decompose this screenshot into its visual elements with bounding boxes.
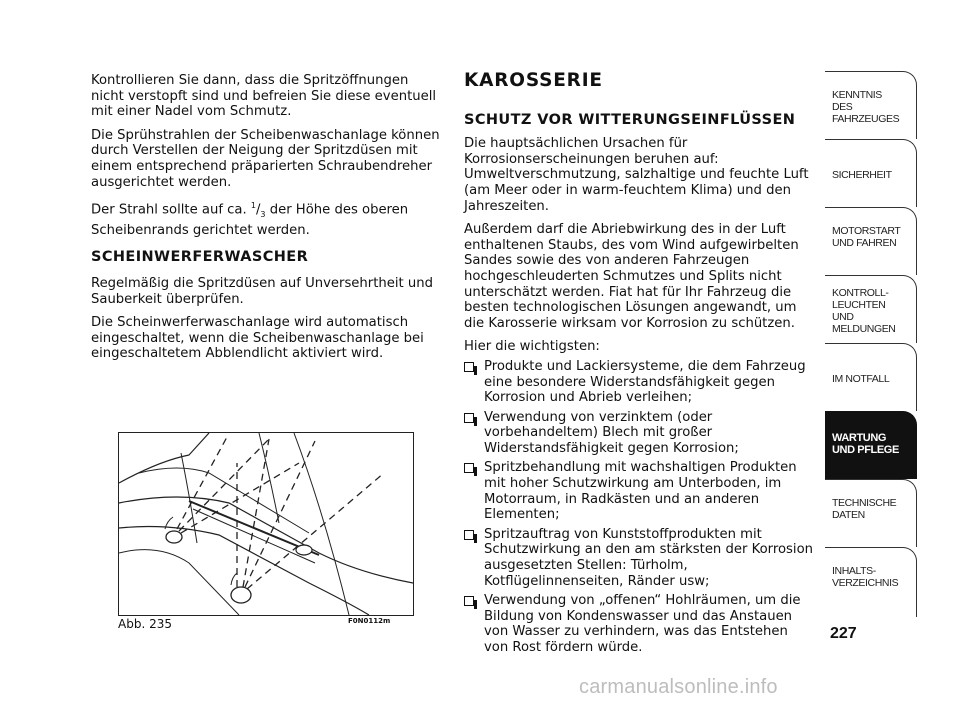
para3-text-b: der Höhe des oberen Scheibenrands gerichtet werden. [91,202,409,238]
left-para-4: Regelmäßig die Spritzdüsen auf Unversehrtheit und Sauberkeit überprüfen. [91,275,433,307]
list-item-text: Spritzauftrag von Kunststoffprodukten mit Schutzwirkung an den am stärksten der Korrosion ausgesetzten Stellen: Türholm, Kotflügelinnenseiten, Ränder usw; [484,526,813,589]
tab-label-line: TECHNISCHE [832,497,897,509]
tab-label-line: LEUCHTEN [832,299,886,311]
figure-windshield-washer [118,432,414,616]
tab-label-line: UND PFLEGE [832,444,899,456]
list-item [464,410,814,457]
tab-label-line: WARTUNG [832,432,887,444]
right-para-3: Hier die wichtigsten: [464,339,600,355]
tab-technische-daten[interactable] [825,479,917,547]
tab-kenntnis[interactable] [825,71,917,139]
chapter-title: KAROSSERIE [464,70,603,91]
checkbox-bullet-icon [464,362,474,372]
right-column [464,70,814,660]
list-item-text: Verwendung von „offenen“ Hohlräumen, um die Bildung von Kondenswasser und das Anstauen von Wasser zu verhindern, was das Entstehen von Rost fördern würde. [484,593,801,655]
fraction-numerator: 1 [250,201,256,211]
section-heading-scheinwerferwascher: SCHEINWERFERWASCHER [91,249,309,266]
left-column [91,73,441,370]
checkbox-bullet-icon [464,596,474,606]
protection-list [464,359,814,656]
tab-label-line: MOTORSTART [832,225,901,237]
right-para-1: Die hauptsächlichen Ursachen für Korrosionserscheinungen beruhen auf: Umweltverschmutzung, salzhaltige und feuchte Luft (am Meer oder in warm-feuchtem Klima) und den Jahreszeiten. [464,136,809,214]
left-para-3: Der Strahl sollte auf ca. $^1/_3$ der Höhe des oberen Scheibenrands gerichtet werden. [91,201,409,238]
tab-label-line: KONTROLL- [832,287,889,299]
tab-inhaltsverzeichnis[interactable] [825,547,917,617]
checkbox-bullet-icon [464,413,474,423]
list-item [464,359,814,406]
tab-label-line: UND MELDUNGEN [832,311,896,335]
tab-wartung-active[interactable] [825,411,917,479]
tab-kontrollleuchten[interactable] [825,275,917,343]
figure-caption: Abb. 235 [118,617,172,631]
list-item [464,527,814,589]
windshield-washer-illustration [119,433,413,615]
fraction-denominator: 3 [260,210,266,220]
list-item [464,593,814,655]
left-para-1: Kontrollieren Sie dann, dass die Spritzöffnungen nicht verstopft sind und befreien Sie diese eventuell mit einer Nadel vom Schmutz. [91,73,437,120]
list-item-text: Spritzbehandlung mit wachshaltigen Produkten mit hoher Schutzwirkung am Unterboden, im Motorraum, in Radkästen und an anderen Elementen; [484,460,797,523]
left-para-2: Die Sprühstrahlen der Scheibenwaschanlage können durch Verstellen der Neigung der Spritzdüsen mit einem entsprechend präparierten Schraubendreher ausgerichtet werden. [91,127,440,190]
list-item [464,460,814,522]
para3-text-a: Der Strahl sollte auf ca. [91,202,251,218]
watermark: carmanualsonline.info [579,676,778,698]
tab-label-line: DATEN [832,509,865,521]
figure-code: F0N0112m [348,617,391,625]
list-item-text: Produkte und Lackiersysteme, die dem Fahrzeug eine besondere Widerstandsfähigkeit gegen Korrosion und Abrieb verleihen; [484,358,806,406]
section-heading-witterung: SCHUTZ VOR WITTERUNGSEINFLÜSSEN [464,111,796,128]
tab-label-line: UND FAHREN [832,237,897,249]
tab-label-line: SICHERHEIT [832,169,892,181]
tab-label-line: INHALTS- [832,565,876,577]
tab-motorstart[interactable] [825,207,917,275]
tab-label-line: VERZEICHNIS [832,577,899,589]
tab-label-line: DES FAHRZEUGES [832,101,900,125]
tab-im-notfall[interactable] [825,343,917,411]
checkbox-bullet-icon [464,463,474,473]
checkbox-bullet-icon [464,530,474,540]
left-para-5: Die Scheinwerferwaschanlage wird automatisch eingeschaltet, wenn die Scheibenwaschanlage bei eingeschaltetem Abblendlicht aktiviert wird. [91,315,424,362]
tab-label-line: IM NOTFALL [832,373,890,385]
tab-sicherheit[interactable] [825,139,917,207]
right-para-2: Außerdem darf die Abriebwirkung des in der Luft enthaltenen Staubs, des vom Wind aufgewirbelten Sandes sowie des von anderen Fahrzeugen hochgeschleuderten Schmutzes und Splits nicht unterschätzt werden. Fiat hat für Ihr Fahrzeug die besten technologischen Lösungen angewandt, um die Karosserie wirksam vor Korrosion zu schützen. [464,222,799,331]
page-number: 227 [830,625,857,642]
list-item-text: Verwendung von verzinktem (oder vorbehandeltem) Blech mit großer Widerstandsfähigkeit gegen Korrosion; [484,409,739,456]
tab-label-line: KENNTNIS [832,89,882,101]
